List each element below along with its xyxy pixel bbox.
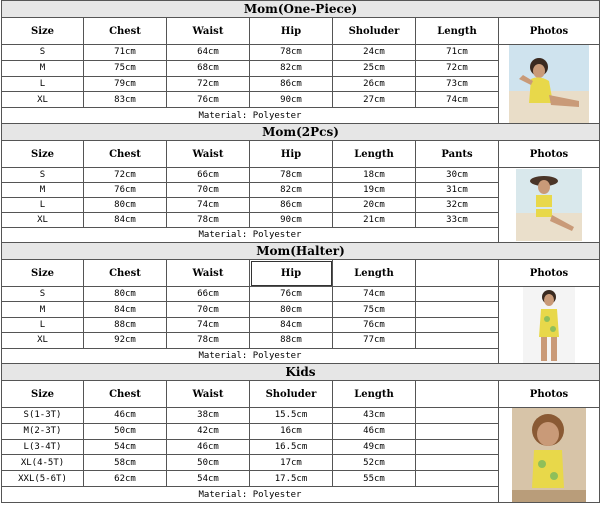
table-cell: 76cm bbox=[167, 92, 250, 108]
table-cell: L bbox=[2, 317, 84, 332]
table-cell bbox=[416, 423, 499, 439]
table-cell: M(2-3T) bbox=[2, 423, 84, 439]
table-cell: 75cm bbox=[333, 302, 416, 317]
table-cell: 46cm bbox=[167, 439, 250, 455]
table-cell: 64cm bbox=[167, 45, 250, 61]
table-cell: 86cm bbox=[250, 198, 333, 213]
table-cell bbox=[416, 333, 499, 348]
column-header: Chest bbox=[84, 260, 167, 287]
column-header: Length bbox=[333, 381, 416, 408]
photo-image bbox=[516, 169, 582, 241]
table-cell: 46cm bbox=[333, 423, 416, 439]
table-row bbox=[2, 45, 600, 61]
table-cell: 82cm bbox=[250, 183, 333, 198]
table-cell: 72cm bbox=[167, 76, 250, 92]
table-cell: 75cm bbox=[84, 60, 167, 76]
table-cell: 74cm bbox=[333, 287, 416, 302]
table-cell: 30cm bbox=[416, 168, 499, 183]
table-cell: 54cm bbox=[167, 471, 250, 487]
size-chart bbox=[1, 0, 600, 503]
column-header bbox=[416, 260, 499, 287]
table-cell: L bbox=[2, 198, 84, 213]
table-row bbox=[2, 287, 600, 302]
column-header: Size bbox=[2, 381, 84, 408]
table-cell: 90cm bbox=[250, 92, 333, 108]
table-cell: 72cm bbox=[84, 168, 167, 183]
table-cell: M bbox=[2, 60, 84, 76]
table-cell: 49cm bbox=[333, 439, 416, 455]
table-cell: L(3-4T) bbox=[2, 439, 84, 455]
column-header: Size bbox=[2, 18, 84, 45]
table-cell: 66cm bbox=[167, 287, 250, 302]
column-header: Length bbox=[333, 260, 416, 287]
table-cell: 38cm bbox=[167, 408, 250, 424]
table-cell: 66cm bbox=[167, 168, 250, 183]
table-cell: 58cm bbox=[84, 455, 167, 471]
table-cell: 33cm bbox=[416, 213, 499, 228]
table-cell: 74cm bbox=[416, 92, 499, 108]
table-cell: 92cm bbox=[84, 333, 167, 348]
column-header: Hip bbox=[250, 260, 333, 287]
table-cell: 70cm bbox=[167, 183, 250, 198]
table-cell: 20cm bbox=[333, 198, 416, 213]
column-header: Pants bbox=[416, 141, 499, 168]
column-header: Waist bbox=[167, 260, 250, 287]
table-cell: 82cm bbox=[250, 60, 333, 76]
table-cell: 50cm bbox=[167, 455, 250, 471]
table-cell: 19cm bbox=[333, 183, 416, 198]
table-cell bbox=[416, 408, 499, 424]
column-header: Waist bbox=[167, 381, 250, 408]
section-title: Mom(2Pcs) bbox=[2, 124, 600, 141]
table-row bbox=[2, 408, 600, 424]
table-cell: 80cm bbox=[250, 302, 333, 317]
table-cell: 76cm bbox=[333, 317, 416, 332]
column-header: Photos bbox=[499, 381, 600, 408]
photo-image bbox=[523, 287, 575, 363]
column-header: Length bbox=[416, 18, 499, 45]
model-photo bbox=[499, 408, 600, 503]
section-title: Kids bbox=[2, 364, 600, 381]
table-cell: 42cm bbox=[167, 423, 250, 439]
table-cell: 46cm bbox=[84, 408, 167, 424]
column-header: Size bbox=[2, 141, 84, 168]
section-title: Mom(One-Piece) bbox=[2, 1, 600, 18]
column-header: Sholuder bbox=[333, 18, 416, 45]
table-cell: 88cm bbox=[250, 333, 333, 348]
table-cell: 79cm bbox=[84, 76, 167, 92]
table-cell: 55cm bbox=[333, 471, 416, 487]
material-note: Material: Polyester bbox=[2, 108, 499, 124]
table-cell bbox=[416, 317, 499, 332]
table-cell: 83cm bbox=[84, 92, 167, 108]
model-photo bbox=[499, 45, 600, 124]
table-cell: 18cm bbox=[333, 168, 416, 183]
photo-image bbox=[509, 45, 589, 123]
column-header: Length bbox=[333, 141, 416, 168]
table-cell: 74cm bbox=[167, 317, 250, 332]
table-cell: 90cm bbox=[250, 213, 333, 228]
table-cell: 43cm bbox=[333, 408, 416, 424]
table-cell: 32cm bbox=[416, 198, 499, 213]
table-cell: XL bbox=[2, 92, 84, 108]
table-cell: 84cm bbox=[84, 213, 167, 228]
table-cell: L bbox=[2, 76, 84, 92]
column-header: Photos bbox=[499, 18, 600, 45]
table-cell: 86cm bbox=[250, 76, 333, 92]
table-cell: XL bbox=[2, 213, 84, 228]
column-header bbox=[416, 381, 499, 408]
table-cell: 27cm bbox=[333, 92, 416, 108]
table-cell: 78cm bbox=[250, 45, 333, 61]
table-cell: 80cm bbox=[84, 287, 167, 302]
table-cell: 78cm bbox=[250, 168, 333, 183]
table-cell: XL bbox=[2, 333, 84, 348]
table-cell: 78cm bbox=[167, 333, 250, 348]
table-cell: 16cm bbox=[250, 423, 333, 439]
table-cell: 74cm bbox=[167, 198, 250, 213]
column-header: Sholuder bbox=[250, 381, 333, 408]
column-header: Size bbox=[2, 260, 84, 287]
table-cell: 71cm bbox=[416, 45, 499, 61]
table-cell: 68cm bbox=[167, 60, 250, 76]
table-cell: 76cm bbox=[250, 287, 333, 302]
table-cell: 73cm bbox=[416, 76, 499, 92]
table-cell bbox=[416, 455, 499, 471]
column-header: Chest bbox=[84, 18, 167, 45]
table-cell: 25cm bbox=[333, 60, 416, 76]
model-photo bbox=[499, 287, 600, 364]
table-cell: M bbox=[2, 183, 84, 198]
table-cell: 17.5cm bbox=[250, 471, 333, 487]
table-cell: S bbox=[2, 287, 84, 302]
column-header: Chest bbox=[84, 141, 167, 168]
table-cell: XL(4-5T) bbox=[2, 455, 84, 471]
table-cell: 84cm bbox=[84, 302, 167, 317]
table-cell bbox=[416, 302, 499, 317]
table-cell: 77cm bbox=[333, 333, 416, 348]
table-cell: 76cm bbox=[84, 183, 167, 198]
table-cell: 26cm bbox=[333, 76, 416, 92]
table-cell: 21cm bbox=[333, 213, 416, 228]
column-header: Waist bbox=[167, 18, 250, 45]
table-cell: 72cm bbox=[416, 60, 499, 76]
photo-image bbox=[512, 408, 586, 502]
table-cell: 70cm bbox=[167, 302, 250, 317]
material-note: Material: Polyester bbox=[2, 228, 499, 243]
table-cell: 15.5cm bbox=[250, 408, 333, 424]
table-cell: 54cm bbox=[84, 439, 167, 455]
table-cell: 31cm bbox=[416, 183, 499, 198]
table-cell: S(1-3T) bbox=[2, 408, 84, 424]
column-header: Waist bbox=[167, 141, 250, 168]
material-note: Material: Polyester bbox=[2, 487, 499, 503]
table-cell: 52cm bbox=[333, 455, 416, 471]
table-cell: XXL(5-6T) bbox=[2, 471, 84, 487]
column-header: Photos bbox=[499, 141, 600, 168]
table-cell bbox=[416, 439, 499, 455]
table-cell: 88cm bbox=[84, 317, 167, 332]
material-note: Material: Polyester bbox=[2, 348, 499, 363]
table-cell: 78cm bbox=[167, 213, 250, 228]
column-header: Photos bbox=[499, 260, 600, 287]
table-cell: 17cm bbox=[250, 455, 333, 471]
table-row bbox=[2, 168, 600, 183]
table-cell: S bbox=[2, 45, 84, 61]
column-header: Hip bbox=[250, 141, 333, 168]
table-cell: 16.5cm bbox=[250, 439, 333, 455]
table-cell: 71cm bbox=[84, 45, 167, 61]
table-cell: 84cm bbox=[250, 317, 333, 332]
table-cell: 80cm bbox=[84, 198, 167, 213]
table-cell bbox=[416, 471, 499, 487]
table-cell: M bbox=[2, 302, 84, 317]
column-header: Hip bbox=[250, 18, 333, 45]
table-cell: 24cm bbox=[333, 45, 416, 61]
model-photo bbox=[499, 168, 600, 243]
section-title: Mom(Halter) bbox=[2, 243, 600, 260]
column-header: Chest bbox=[84, 381, 167, 408]
table-cell: 62cm bbox=[84, 471, 167, 487]
table-cell bbox=[416, 287, 499, 302]
table-cell: 50cm bbox=[84, 423, 167, 439]
table-cell: S bbox=[2, 168, 84, 183]
